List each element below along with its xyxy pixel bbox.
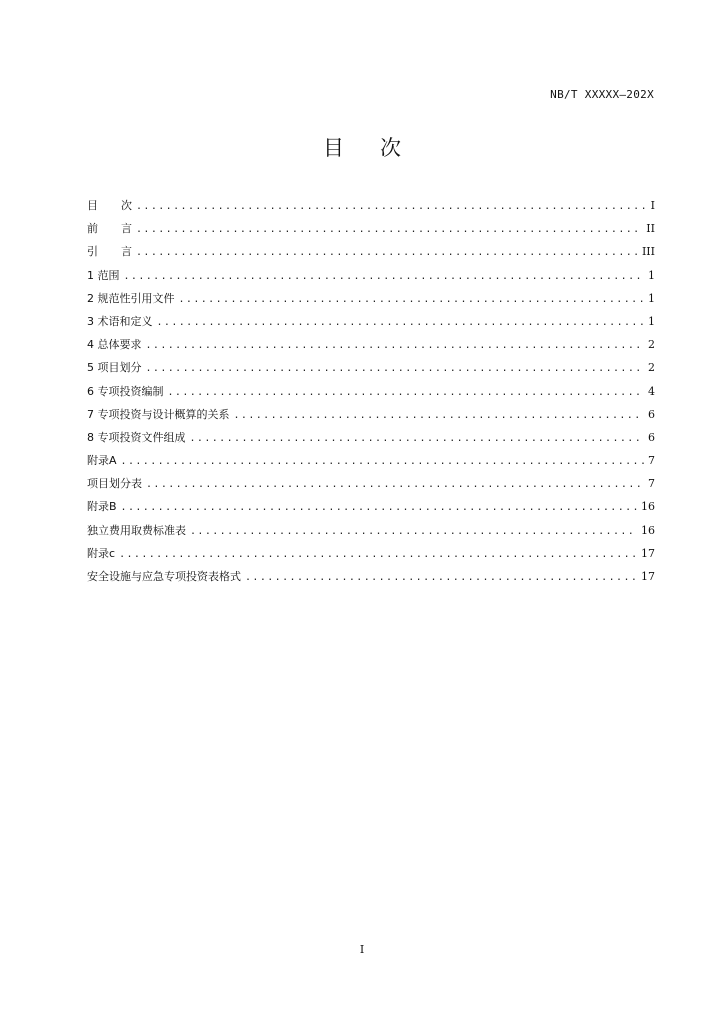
toc-entry-introduction[interactable] bbox=[87, 243, 655, 266]
toc-entry-appendix-b[interactable] bbox=[87, 498, 655, 521]
toc-dot-leader bbox=[146, 479, 644, 490]
toc-entry-label: 目 次 bbox=[87, 199, 132, 212]
toc-dot-leader bbox=[146, 363, 645, 374]
toc-entry-foreword[interactable] bbox=[87, 220, 655, 243]
toc-entry-label: 项目划分表 bbox=[87, 477, 142, 491]
toc-dot-leader bbox=[234, 410, 645, 421]
toc-dot-leader bbox=[119, 549, 637, 560]
toc-entry-terms[interactable] bbox=[87, 313, 655, 336]
toc-entry-page: 1 bbox=[648, 314, 655, 328]
toc-entry-investment-relation[interactable] bbox=[87, 406, 655, 429]
toc-entry-appendix-a[interactable] bbox=[87, 452, 655, 475]
toc-title-char-1: 目 bbox=[323, 136, 344, 160]
toc-dot-leader bbox=[245, 572, 637, 583]
toc-dot-leader bbox=[190, 433, 645, 444]
toc-entry-page: III bbox=[641, 245, 655, 259]
toc-entry-label: 附录A bbox=[87, 454, 117, 468]
toc-entry-page: 1 bbox=[648, 291, 655, 305]
toc-entry-page: 2 bbox=[648, 361, 655, 375]
toc-dot-leader bbox=[136, 247, 638, 258]
toc-entry-scope[interactable] bbox=[87, 267, 655, 290]
toc-entry-page: 16 bbox=[641, 523, 655, 537]
toc-dot-leader bbox=[121, 456, 644, 467]
toc-entry-appendix-c[interactable] bbox=[87, 545, 655, 568]
toc-entry-fee-standard-table[interactable] bbox=[87, 522, 655, 545]
toc-entry-label: 4 总体要求 bbox=[87, 338, 142, 352]
toc-entry-page: 6 bbox=[648, 407, 655, 421]
toc-entry-label: 前 言 bbox=[87, 222, 132, 236]
page-number: I bbox=[359, 943, 365, 956]
toc-entry-project-division-table[interactable] bbox=[87, 475, 655, 498]
toc-dot-leader bbox=[124, 271, 645, 282]
toc-entry-label: 3 术语和定义 bbox=[87, 314, 153, 328]
toc-entry-label: 7 专项投资与设计概算的关系 bbox=[87, 407, 230, 421]
toc-entry-page: 2 bbox=[648, 338, 655, 352]
toc-entry-label: 5 项目划分 bbox=[87, 361, 142, 375]
toc-entry-page: II bbox=[646, 222, 655, 236]
toc-entry-label: 引 言 bbox=[87, 245, 132, 259]
toc-entry-page: I bbox=[650, 199, 655, 212]
toc-entry-project-division[interactable] bbox=[87, 359, 655, 382]
toc-entry-page: 7 bbox=[648, 477, 655, 491]
toc-entry-label: 附录B bbox=[87, 500, 117, 514]
toc-entry-page: 1 bbox=[648, 268, 655, 282]
toc-dot-leader bbox=[157, 317, 645, 328]
toc-entry-page: 17 bbox=[641, 570, 655, 583]
toc-entry-document-composition[interactable] bbox=[87, 429, 655, 452]
toc-entry-page: 16 bbox=[641, 500, 655, 514]
toc-title-char-2: 次 bbox=[380, 136, 401, 160]
toc-dot-leader bbox=[136, 224, 642, 235]
toc-entry-investment-compilation[interactable] bbox=[87, 383, 655, 406]
toc-entry-general-requirements[interactable] bbox=[87, 336, 655, 359]
toc-entry-label: 6 专项投资编制 bbox=[87, 384, 164, 398]
document-code: NB/T XXXXX—202X bbox=[550, 88, 654, 101]
toc-entry-page: 4 bbox=[648, 384, 655, 398]
toc-entry-label: 安全设施与应急专项投资表格式 bbox=[87, 570, 241, 583]
toc-entry-page: 17 bbox=[641, 546, 655, 560]
toc-title bbox=[0, 132, 724, 162]
toc-entry-label: 1 范围 bbox=[87, 268, 120, 282]
toc-entry-safety-investment-format[interactable] bbox=[87, 568, 655, 591]
toc-entry-label: 2 规范性引用文件 bbox=[87, 291, 175, 305]
toc-entry-label: 独立费用取费标准表 bbox=[87, 523, 186, 537]
toc-dot-leader bbox=[179, 294, 645, 305]
toc-dot-leader bbox=[190, 526, 637, 537]
toc-entry-label: 8 专项投资文件组成 bbox=[87, 430, 186, 444]
toc-dot-leader bbox=[136, 201, 647, 212]
toc-dot-leader bbox=[168, 387, 645, 398]
toc-entry-normative-references[interactable] bbox=[87, 290, 655, 313]
toc-dot-leader bbox=[121, 502, 637, 513]
toc-entry-contents[interactable] bbox=[87, 197, 655, 220]
toc-dot-leader bbox=[146, 340, 645, 351]
toc-entry-label: 附录c bbox=[87, 546, 116, 560]
toc-entry-page: 7 bbox=[648, 454, 655, 468]
table-of-contents bbox=[87, 197, 655, 591]
toc-entry-page: 6 bbox=[648, 430, 655, 444]
